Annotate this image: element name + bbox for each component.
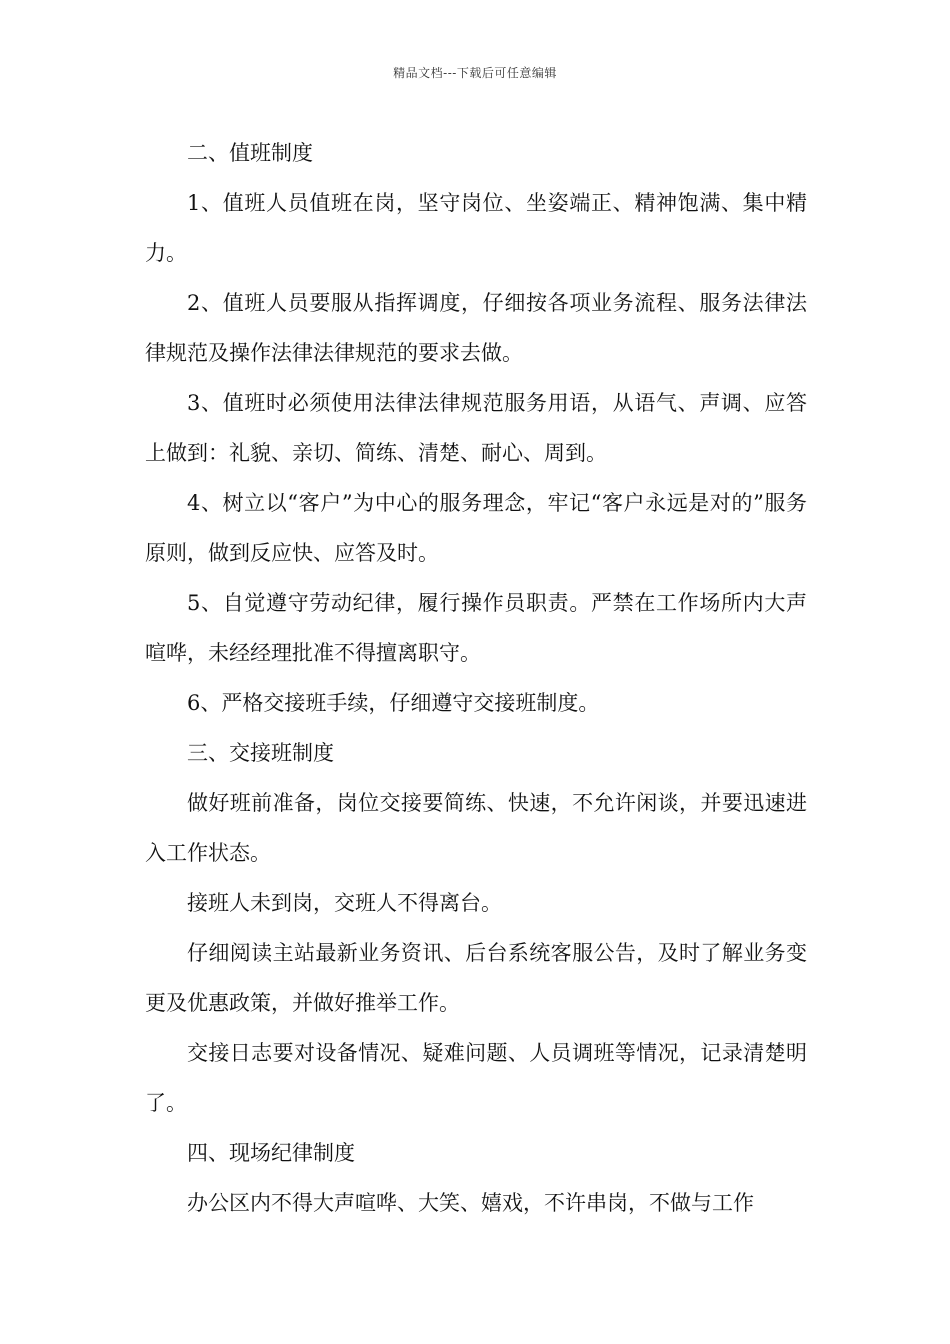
section-heading-shift-handover: 三、交接班制度 xyxy=(187,741,334,765)
section-heading-onsite-discipline: 四、现场纪律制度 xyxy=(187,1141,355,1165)
paragraph-duty-5: 5、自觉遵守劳动纪律，履行操作员职责。严禁在工作场所内大声喧哗，未经经理批准不得擅离职守。 xyxy=(145,591,807,665)
paragraph-discipline-1: 办公区内不得大声喧哗、大笑、嬉戏，不许串岗，不做与工作 xyxy=(187,1191,754,1215)
paragraph-duty-2: 2、值班人员要服从指挥调度，仔细按各项业务流程、服务法律法律规范及操作法律法律规范的要求去做。 xyxy=(145,291,807,365)
paragraph-handover-2: 接班人未到岗，交班人不得离台。 xyxy=(187,891,502,915)
document-body xyxy=(145,128,807,1228)
section-heading-duty: 二、值班制度 xyxy=(187,141,313,165)
paragraph-handover-1: 做好班前准备，岗位交接要简练、快速，不允许闲谈，并要迅速进入工作状态。 xyxy=(145,791,807,865)
paragraph-handover-4: 交接日志要对设备情况、疑难问题、人员调班等情况，记录清楚明了。 xyxy=(145,1041,807,1115)
paragraph-duty-1: 1、值班人员值班在岗，坚守岗位、坐姿端正、精神饱满、集中精力。 xyxy=(145,191,807,265)
paragraph-handover-3: 仔细阅读主站最新业务资讯、后台系统客服公告，及时了解业务变更及优惠政策，并做好推举工作。 xyxy=(145,941,807,1015)
paragraph-duty-3: 3、值班时必须使用法律法律规范服务用语，从语气、声调、应答上做到：礼貌、亲切、简练、清楚、耐心、周到。 xyxy=(145,391,807,465)
paragraph-duty-6: 6、严格交接班手续，仔细遵守交接班制度。 xyxy=(187,691,600,715)
page-header-note: 精品文档---下载后可任意编辑 xyxy=(393,66,557,80)
paragraph-duty-4: 4、树立以“客户”为中心的服务理念，牢记“客户永远是对的”服务原则，做到反应快、应答及时。 xyxy=(145,491,807,565)
